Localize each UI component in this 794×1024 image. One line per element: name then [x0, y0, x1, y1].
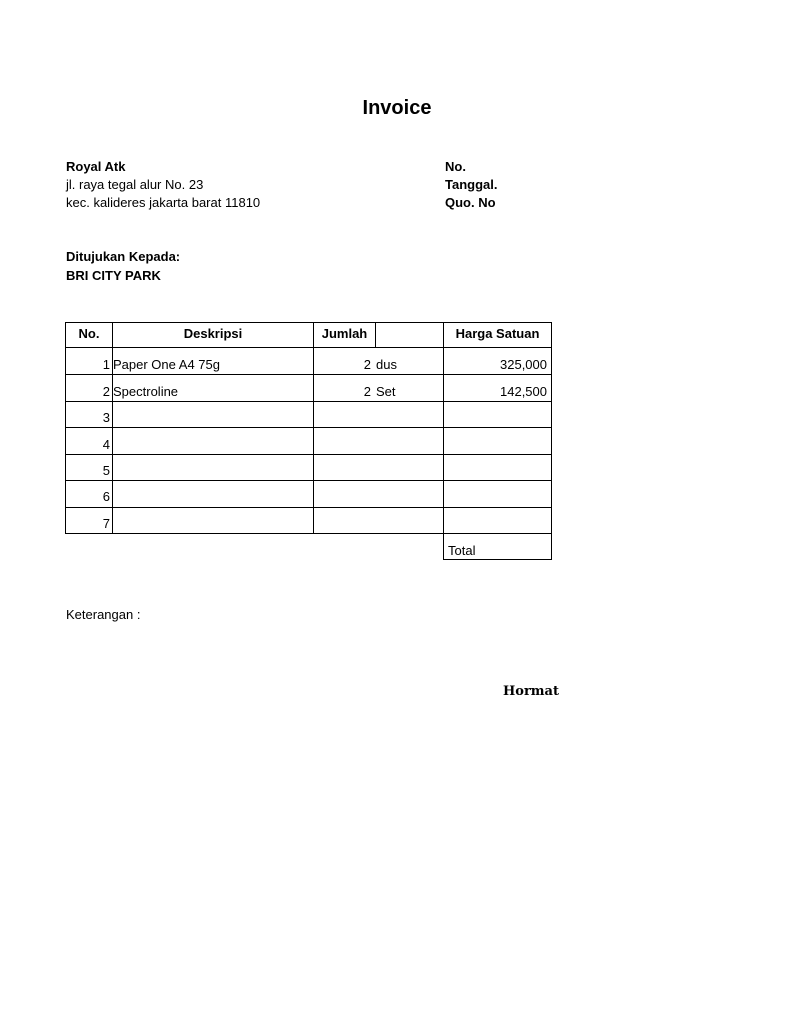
invoice-number-label: No. [445, 159, 466, 174]
column-header-unit-price: Harga Satuan [455, 326, 540, 341]
row-number: 4 [102, 437, 110, 452]
sender-address-line1: jl. raya tegal alur No. 23 [66, 177, 204, 192]
column-header-no: No. [78, 326, 100, 341]
item-quantity: 2 [363, 384, 371, 399]
row-number: 1 [102, 357, 110, 372]
item-description: Spectroline [113, 384, 179, 399]
item-unit: Set [376, 384, 396, 399]
invoice-title: Invoice [362, 97, 432, 119]
total-label: Total [448, 543, 476, 558]
recipient-label: Ditujukan Kepada: [66, 249, 181, 264]
closing-container [440, 684, 559, 706]
row-number: 6 [102, 489, 110, 504]
item-quantity: 2 [363, 357, 371, 372]
invoice-date-label: Tanggal. [445, 177, 498, 192]
closing-text: Hormat [503, 684, 559, 699]
row-number: 7 [102, 516, 110, 531]
row-number: 2 [102, 384, 110, 399]
column-header-quantity: Jumlah [321, 326, 368, 341]
quotation-number-label: Quo. No [445, 195, 496, 210]
sender-address-line2: kec. kalideres jakarta barat 11810 [66, 195, 261, 210]
item-price: 325,000 [500, 357, 547, 372]
row-number: 3 [102, 410, 110, 425]
item-description: Paper One A4 75g [113, 357, 220, 372]
row-number: 5 [102, 463, 110, 478]
notes-label: Keterangan : [66, 607, 141, 622]
recipient-name: BRI CITY PARK [66, 268, 161, 283]
sender-name: Royal Atk [66, 159, 126, 174]
item-unit: dus [376, 357, 397, 372]
item-price: 142,500 [500, 384, 547, 399]
column-header-description: Deskripsi [183, 326, 243, 341]
